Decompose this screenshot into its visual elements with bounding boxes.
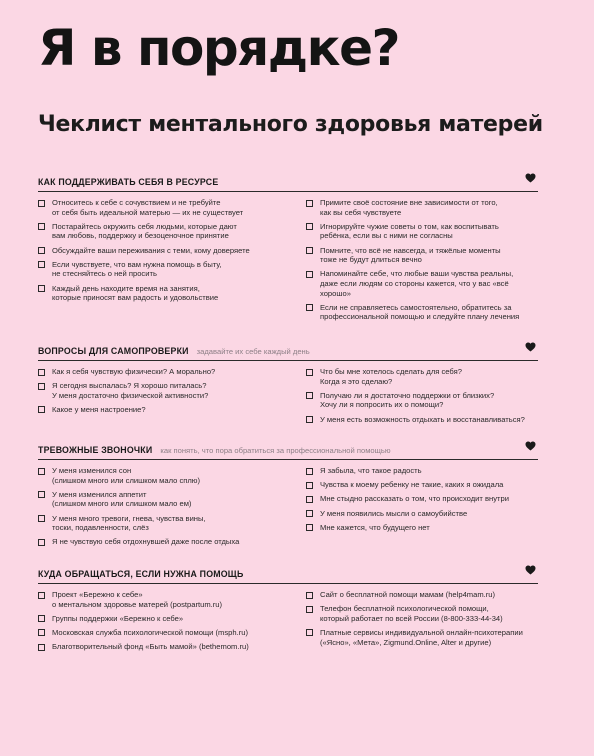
checklist-item[interactable] — [38, 466, 306, 485]
section-title: ТРЕВОЖНЫЕ ЗВОНОЧКИ — [38, 445, 153, 455]
checkbox-icon[interactable] — [38, 369, 45, 376]
checkbox-icon[interactable] — [38, 406, 45, 413]
checkbox-icon[interactable] — [38, 383, 45, 390]
checklist-item[interactable] — [38, 260, 306, 279]
checklist-item-text: Мне кажется, что будущего нет — [320, 522, 430, 532]
checkbox-icon[interactable] — [306, 200, 313, 207]
section-columns — [38, 590, 538, 656]
checklist-item[interactable] — [306, 246, 538, 265]
checklist-item[interactable] — [38, 590, 306, 609]
checkbox-icon[interactable] — [38, 539, 45, 546]
checkbox-icon[interactable] — [38, 285, 45, 292]
checklist-item[interactable] — [306, 367, 538, 386]
checklist-item-text: Благотворительный фонд «Быть мамой» (bethemom.ru) — [52, 642, 249, 652]
checkbox-icon[interactable] — [38, 592, 45, 599]
checklist-item-text: Напоминайте себе, что любые ваши чувства реальны, даже если людям со стороны кажется, что у вас «всё хорошо» — [320, 269, 514, 298]
section-note: как понять, что пора обратиться за профессиональной помощью — [160, 446, 391, 455]
checklist-item-text: Что бы мне хотелось сделать для себя? Когда я это сделаю? — [320, 367, 462, 386]
checklist-item-text: Обсуждайте ваши переживания с теми, кому доверяете — [52, 245, 250, 255]
checklist-item-text: Группы поддержки «Бережно к себе» — [52, 613, 184, 623]
checkbox-icon[interactable] — [306, 524, 313, 531]
checklist-item-text: Как я себя чувствую физически? А морально? — [52, 367, 216, 376]
checkbox-icon[interactable] — [38, 247, 45, 254]
checkbox-icon[interactable] — [38, 515, 45, 522]
checklist-item[interactable] — [38, 381, 306, 400]
section-columns — [38, 367, 538, 429]
heart-icon — [525, 342, 536, 352]
checkbox-icon[interactable] — [306, 369, 313, 376]
checkbox-icon[interactable] — [38, 629, 45, 636]
checklist-item-text: Московская служба психологической помощи (msph.ru) — [52, 627, 249, 637]
checklist-section — [38, 341, 538, 429]
section-header — [38, 440, 538, 460]
checklist-item[interactable] — [306, 628, 538, 647]
checkbox-icon[interactable] — [38, 644, 45, 651]
checklist-item[interactable] — [38, 246, 306, 256]
checklist-item[interactable] — [306, 391, 538, 410]
checklist-item[interactable] — [306, 509, 538, 519]
checklist-item-text: У меня есть возможность отдыхать и восстанавливаться? — [320, 414, 525, 424]
checkbox-icon[interactable] — [38, 223, 45, 230]
checklist-item[interactable] — [38, 405, 306, 415]
checklist-item-text: Игнорируйте чужие советы о том, как воспитывать ребёнка, если вы с ними не согласны — [320, 221, 499, 241]
checklist-item-text: Получаю ли я достаточно поддержки от близких? Хочу ли я попросить их о помощи? — [320, 390, 495, 410]
checklist-item-text: Проект «Бережно к себе» о ментальном здоровье матерей (postpartum.ru) — [52, 590, 223, 609]
section-header — [38, 341, 538, 361]
checkbox-icon[interactable] — [306, 482, 313, 489]
checkbox-icon[interactable] — [306, 392, 313, 399]
section-columns — [38, 466, 538, 552]
checklist-item-text: Сайт о бесплатной помощи мамам (help4mam.ru) — [320, 590, 496, 599]
checklist-item-text: Мне стыдно рассказать о том, что происходит внутри — [320, 494, 509, 504]
section-column-left — [38, 367, 306, 429]
section-title: КУДА ОБРАЩАТЬСЯ, ЕСЛИ НУЖНА ПОМОЩЬ — [38, 569, 244, 579]
checkbox-icon[interactable] — [38, 468, 45, 475]
checklist-item[interactable] — [38, 367, 306, 377]
checklist-section — [38, 564, 538, 656]
checklist-item-text: Относитесь к себе с сочувствием и не требуйте от себя быть идеальной матерью — их не существует — [52, 198, 244, 217]
checkbox-icon[interactable] — [306, 468, 313, 475]
checkbox-icon[interactable] — [306, 629, 313, 636]
checklist-item-text: Телефон бесплатной психологической помощи, который работает по всей России (8-800-333-44-34) — [320, 604, 503, 623]
checklist-item-text: У меня изменился аппетит (слишком много или слишком мало ем) — [52, 489, 192, 509]
checklist-item[interactable] — [38, 490, 306, 509]
checkbox-icon[interactable] — [306, 510, 313, 517]
section-column-left — [38, 590, 306, 656]
checklist-item[interactable] — [306, 604, 538, 623]
checkbox-icon[interactable] — [306, 606, 313, 613]
checklist-item[interactable] — [306, 269, 538, 298]
checklist-item[interactable] — [38, 614, 306, 624]
checklist-item-text: Какое у меня настроение? — [52, 404, 146, 414]
checklist-item-text: Помните, что всё не навсегда, и тяжёлые моменты тоже не будут длиться вечно — [320, 245, 501, 265]
checklist-item[interactable] — [306, 466, 538, 476]
checklist-item[interactable] — [38, 642, 306, 652]
section-columns — [38, 198, 538, 327]
checklist-item-text: Постарайтесь окружить себя людьми, которые дают вам любовь, поддержку и безоценочное принятие — [52, 221, 237, 241]
section-column-right — [306, 198, 538, 327]
checklist-item[interactable] — [306, 494, 538, 504]
section-column-right — [306, 466, 538, 552]
heart-icon — [525, 173, 536, 183]
checklist-item-text: У меня изменился сон (слишком много или слишком мало сплю) — [52, 466, 201, 485]
checklist-item[interactable] — [306, 222, 538, 241]
checklist-item[interactable] — [306, 480, 538, 490]
checkbox-icon[interactable] — [306, 304, 313, 311]
checkbox-icon[interactable] — [306, 416, 313, 423]
section-header — [38, 172, 538, 192]
checklist-section — [38, 172, 538, 327]
checkbox-icon[interactable] — [306, 271, 313, 278]
section-title: КАК ПОДДЕРЖИВАТЬ СЕБЯ В РЕСУРСЕ — [38, 177, 219, 187]
checkbox-icon[interactable] — [38, 615, 45, 622]
checklist-item[interactable] — [306, 198, 538, 217]
checkbox-icon[interactable] — [306, 496, 313, 503]
checklist-item-text: Примите своё состояние вне зависимости от того, как вы себя чувствуете — [320, 198, 498, 217]
section-column-left — [38, 198, 306, 327]
checklist-item[interactable] — [306, 415, 538, 425]
section-note: задавайте их себе каждый день — [196, 347, 310, 356]
checkbox-icon[interactable] — [306, 592, 313, 599]
checklist-item-text: У меня много тревоги, гнева, чувства вины, тоски, подавленности, слёз — [52, 513, 206, 533]
checklist-item-text: Каждый день находите время на занятия, которые приносят вам радость и удовольствие — [52, 283, 219, 303]
checkbox-icon[interactable] — [38, 261, 45, 268]
heart-icon — [525, 441, 536, 451]
checklist-item-text: Я забыла, что такое радость — [320, 466, 422, 475]
section-column-right — [306, 367, 538, 429]
checklist-item[interactable] — [38, 537, 306, 547]
checklist-item-text: Если чувствуете, что вам нужна помощь в быту, не стесняйтесь о ней просить — [52, 259, 222, 279]
heart-icon — [525, 565, 536, 575]
section-column-right — [306, 590, 538, 656]
checklist-item[interactable] — [306, 303, 538, 322]
checklist-item[interactable] — [38, 514, 306, 533]
checkbox-icon[interactable] — [38, 491, 45, 498]
page-title: Я в порядке? — [38, 19, 399, 77]
checklist-item[interactable] — [306, 590, 538, 600]
checklist-section — [38, 440, 538, 552]
checklist-item[interactable] — [38, 628, 306, 638]
page-subtitle: Чеклист ментального здоровья матерей — [38, 112, 543, 137]
checkbox-icon[interactable] — [38, 200, 45, 207]
checklist-item[interactable] — [306, 523, 538, 533]
section-title: ВОПРОСЫ ДЛЯ САМОПРОВЕРКИ — [38, 346, 189, 356]
checklist-item[interactable] — [38, 198, 306, 217]
checklist-item-text: Я сегодня выспалась? Я хорошо питалась? У меня достаточно физической активности? — [52, 381, 209, 400]
section-header — [38, 564, 538, 584]
checklist-item[interactable] — [38, 284, 306, 303]
checklist-item[interactable] — [38, 222, 306, 241]
checkbox-icon[interactable] — [306, 247, 313, 254]
section-column-left — [38, 466, 306, 552]
checklist-item-text: Я не чувствую себя отдохнувшей даже после отдыха — [52, 537, 240, 547]
checklist-item-text: Чувства к моему ребенку не такие, каких я ожидала — [320, 480, 504, 490]
checklist-item-text: Если не справляетесь самостоятельно, обратитесь за профессиональной помощью и следуйте плану лечения — [320, 302, 520, 322]
checklist-item-text: У меня появились мысли о самоубийстве — [320, 508, 468, 518]
checkbox-icon[interactable] — [306, 223, 313, 230]
checklist-item-text: Платные сервисы индивидуальной онлайн-психотерапии («Ясно», «Мета», Zigmund.Online, Alter и другие) — [320, 627, 523, 647]
